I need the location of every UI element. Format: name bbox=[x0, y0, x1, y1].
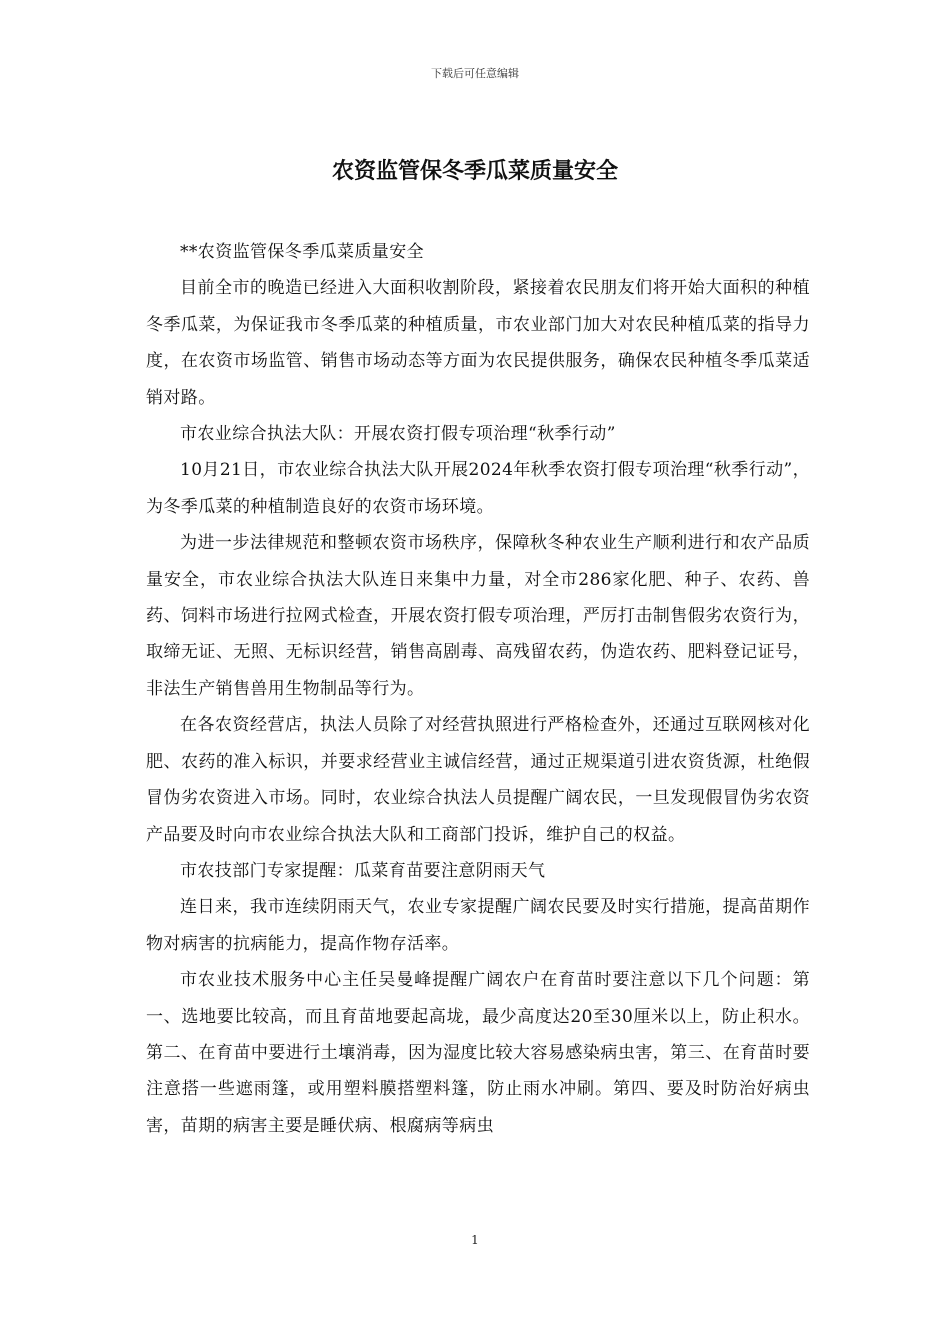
page-number: 1 bbox=[471, 1233, 479, 1247]
document-title: 农资监管保冬季瓜菜质量安全 bbox=[331, 158, 618, 184]
paragraph: 10月21日，市农业综合执法大队开展2024年秋季农资打假专项治理“秋季行动”，为冬季瓜菜的种植制造良好的农资市场环境。 bbox=[146, 460, 810, 517]
section-heading: 市农业综合执法大队：开展农资打假专项治理“秋季行动” bbox=[180, 424, 616, 445]
paragraph: 为进一步法律规范和整顿农资市场秩序，保障秋冬种农业生产顺利进行和农产品质量安全，市农业综合执法大队连日来集中力量，对全市286家化肥、种子、农药、兽药、饲料市场进行拉网式检查，开展农资打假专项治理，严厉打击制售假劣农资行为，取缔无证、无照、无标识经营，销售高剧毒、高残留农药，伪造农药、肥料登记证号，非法生产销售兽用生物制品等行为。 bbox=[146, 533, 810, 699]
paragraph: **农资监管保冬季瓜菜质量安全 bbox=[180, 242, 424, 262]
paragraph: 在各农资经营店，执法人员除了对经营执照进行严格检查外，还通过互联网核对化肥、农药的准入标识，并要求经营业主诚信经营，通过正规渠道引进农资货源，杜绝假冒伪劣农资进入市场。同时，农业综合执法人员提醒广阔农民，一旦发现假冒伪劣农资产品要及时向市农业综合执法大队和工商部门投诉，维护自己的权益。 bbox=[146, 715, 810, 845]
document-body bbox=[146, 234, 810, 1144]
paragraph: 目前全市的晚造已经进入大面积收割阶段，紧接着农民朋友们将开始大面积的种植冬季瓜菜，为保证我市冬季瓜菜的种植质量，市农业部门加大对农民种植瓜菜的指导力度，在农资市场监管、销售市场动态等方面为农民提供服务，确保农民种植冬季瓜菜适销对路。 bbox=[146, 278, 810, 408]
page-header: 下载后可任意编辑 bbox=[431, 67, 519, 80]
paragraph: 市农业技术服务中心主任吴曼峰提醒广阔农户在育苗时要注意以下几个问题：第一、选地要比较高，而且育苗地要起高垅，最少高度达20至30厘米以上，防止积水。第二、在育苗中要进行土壤消毒，因为湿度比较大容易感染病虫害，第三、在育苗时要注意搭一些遮雨篷，或用塑料膜搭塑料篷，防止雨水冲刷。第四、要及时防治好病虫害，苗期的病害主要是睡伏病、根腐病等病虫 bbox=[146, 970, 810, 1136]
section-heading: 市农技部门专家提醒：瓜菜育苗要注意阴雨天气 bbox=[180, 860, 546, 881]
paragraph: 连日来，我市连续阴雨天气，农业专家提醒广阔农民要及时实行措施，提高苗期作物对病害的抗病能力，提高作物存活率。 bbox=[146, 897, 810, 954]
